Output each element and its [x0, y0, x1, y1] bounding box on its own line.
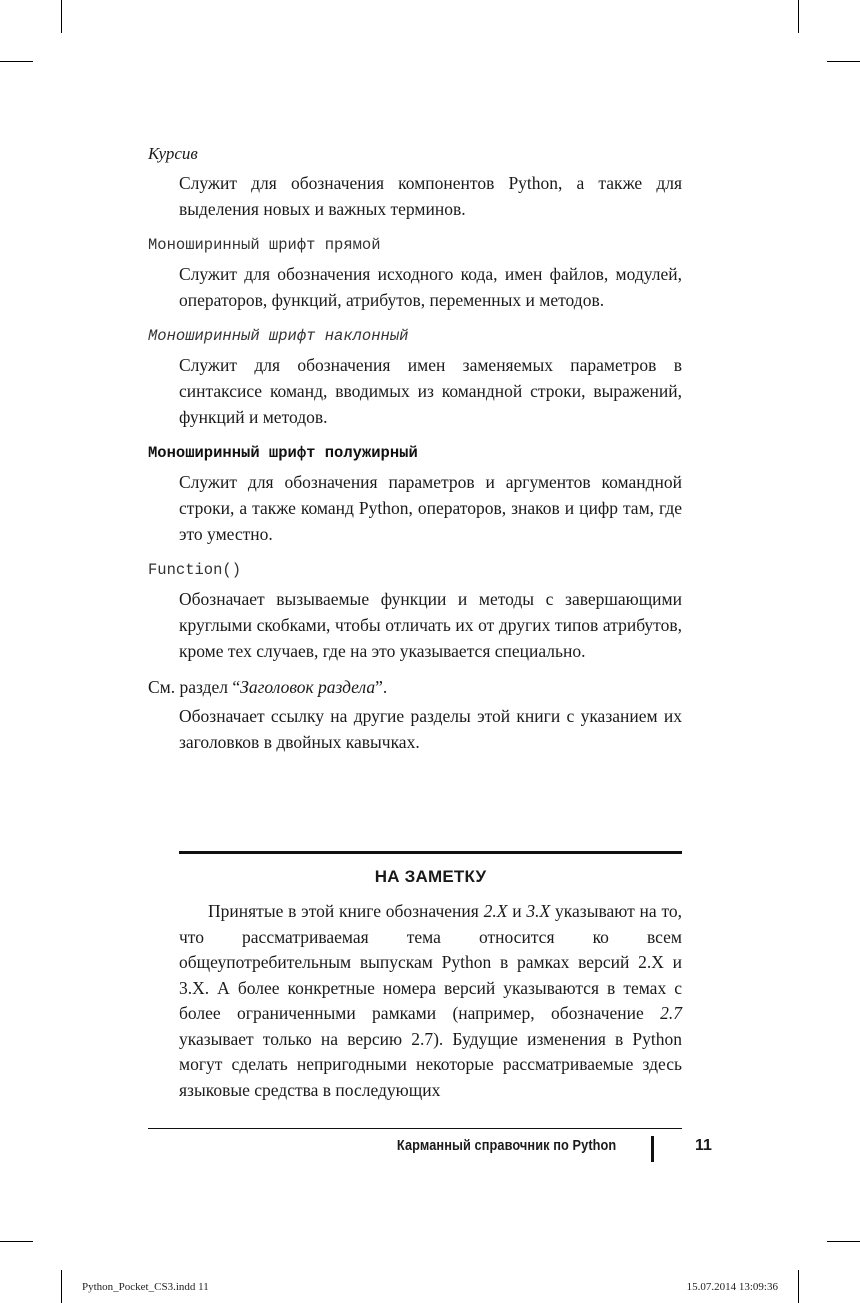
term-suffix: ”.	[375, 677, 388, 697]
crop-mark	[61, 1270, 62, 1303]
term-section-ref	[148, 675, 682, 699]
note-text: указывают на то, что рассматриваемая тема относится ко всем общеупотребительным выпускам Python в рамках версий 2.X и 3.X. А более конкретные номера версий указываются в темах с более ограниченными рамками (например, обозначение	[179, 901, 683, 1023]
term-description: Служит для обозначения компонентов Python, а также для выделения новых и важных терминов.	[179, 173, 682, 219]
note-body	[179, 899, 682, 1103]
term-monospace: Моноширинный шрифт прямой	[148, 236, 381, 254]
note-version: 2.7	[660, 1003, 682, 1023]
term-monospace-italic: Моноширинный шрифт наклонный	[148, 327, 409, 345]
footer-divider	[651, 1136, 654, 1162]
term-description: Обозначает ссылку на другие разделы этой книги с указанием их заголовков в двойных кавычках.	[179, 706, 682, 752]
page-number: 11	[695, 1137, 712, 1154]
convention-monospace-bold	[148, 441, 682, 547]
note-version: 2.X	[483, 901, 508, 921]
running-footer-title: Карманный справочник по Python	[396, 1138, 616, 1154]
note-text: и	[507, 901, 527, 921]
crop-mark	[798, 1270, 799, 1303]
crop-mark	[827, 61, 860, 62]
note-text: Принятые в этой книге обозначения	[208, 901, 484, 921]
term-description: Обозначает вызываемые функции и методы с завершающими круглыми скобками, чтобы отличать их от других типов атрибутов, кроме тех случаев, где на это указывается специально.	[179, 589, 682, 661]
term-description: Служит для обозначения имен заменяемых параметров в синтаксисе команд, вводимых из командной строки, выражений, функций и методов.	[179, 355, 682, 427]
crop-mark	[0, 1241, 33, 1242]
note-title: НА ЗАМЕТКУ	[374, 867, 487, 886]
slug-filename: Python_Pocket_CS3.indd 11	[82, 1281, 209, 1293]
note-version: 3.X	[526, 901, 551, 921]
term-description: Служит для обозначения параметров и аргументов командной строки, а также команд Python, операторов, знаков и цифр там, где это уместно.	[179, 472, 682, 544]
term-italic: Курсив	[148, 144, 198, 163]
note-text: указывает только на версию 2.7). Будущие изменения в Python могут сделать непригодными некоторые рассматриваемые здесь языковые средства в последующих	[179, 1028, 682, 1100]
term-description: Служит для обозначения исходного кода, имен файлов, модулей, операторов, функций, атрибутов, переменных и методов.	[179, 264, 682, 310]
slug-timestamp: 15.07.2014 13:09:36	[686, 1281, 778, 1293]
note-rule	[179, 851, 682, 854]
crop-mark	[61, 0, 62, 33]
term-prefix: См. раздел “	[148, 677, 241, 697]
term-monospace-bold: Моноширинный шрифт полужирный	[148, 444, 418, 462]
crop-mark	[0, 61, 33, 62]
convention-section-ref	[148, 675, 682, 755]
convention-monospace-italic	[148, 324, 682, 430]
term-italic-part: Заголовок раздела	[240, 677, 376, 697]
crop-mark	[798, 0, 799, 33]
convention-italic	[148, 142, 682, 222]
crop-mark	[827, 1241, 860, 1242]
convention-function	[148, 558, 682, 664]
note-box	[179, 851, 682, 1121]
footer-rule	[148, 1128, 682, 1129]
conventions-list	[148, 142, 682, 766]
convention-monospace	[148, 233, 682, 313]
term-function: Function()	[148, 561, 242, 579]
